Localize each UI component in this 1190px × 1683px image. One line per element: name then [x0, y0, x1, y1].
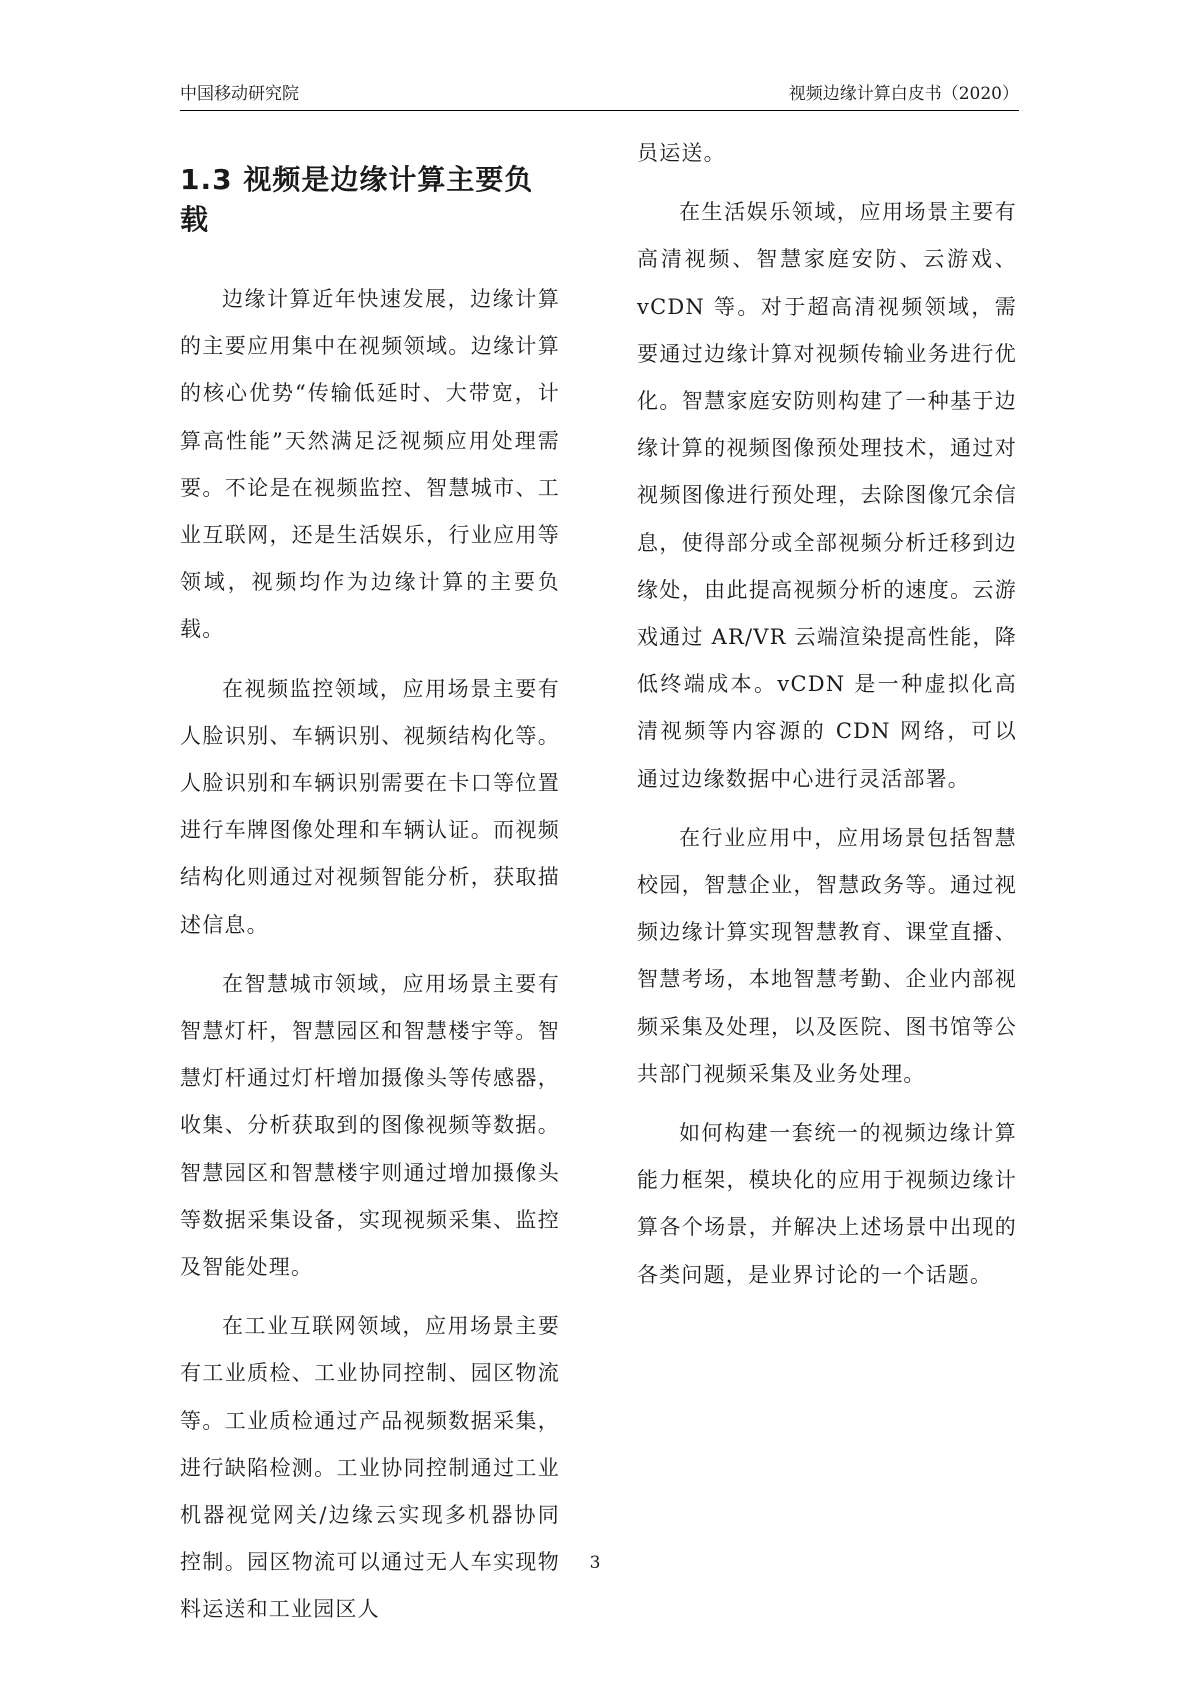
- section-title: 1.3 视频是边缘计算主要负载: [180, 163, 534, 236]
- paragraph: 在生活娱乐领域，应用场景主要有高清视频、智慧家庭安防、云游戏、vCDN 等。对于超高清视频领域，需要通过边缘计算对视频传输业务进行优化。智慧家庭安防则构建了一种基于边缘计算的视频图像预处理技术，通过对视频图像进行预处理，去除图像冗余信息，使得部分或全部视频分析迁移到边缘处，由此提高视频分析的速度。云游戏通过 AR/VR 云端渲染提高性能，降低终端成本。vCDN 是一种虚拟化高清视频等内容源的 CDN 网络，可以通过边缘数据中心进行灵活部署。: [637, 200, 1017, 791]
- paragraph-continuation: 员运送。: [637, 141, 726, 165]
- page-header: [180, 82, 1019, 111]
- paragraph: 在工业互联网领域，应用场景主要有工业质检、工业协同控制、园区物流等。工业质检通过产品视频数据采集，进行缺陷检测。工业协同控制通过工业机器视觉网关/边缘云实现多机器协同控制。园区物流可以通过无人车实现物料运送和工业园区人: [180, 1314, 560, 1622]
- header-organization: 中国移动研究院: [180, 84, 299, 104]
- header-document-title: 视频边缘计算白皮书（2020）: [788, 84, 1019, 104]
- right-column: [637, 140, 1017, 1311]
- paragraph: 边缘计算近年快速发展，边缘计算的主要应用集中在视频领域。边缘计算的核心优势“传输低延时、大带宽，计算高性能”天然满足泛视频应用处理需要。不论是在视频监控、智慧城市、工业互联网，还是生活娱乐，行业应用等领域，视频均作为边缘计算的主要负载。: [180, 287, 560, 642]
- left-column: [180, 140, 560, 1646]
- paragraph: 在行业应用中，应用场景包括智慧校园，智慧企业，智慧政务等。通过视频边缘计算实现智慧教育、课堂直播、智慧考场，本地智慧考勤、企业内部视频采集及处理，以及医院、图书馆等公共部门视频采集及业务处理。: [637, 825, 1017, 1086]
- paragraph: 在视频监控领域，应用场景主要有人脸识别、车辆识别、视频结构化等。人脸识别和车辆识别需要在卡口等位置进行车牌图像处理和车辆认证。而视频结构化则通过对视频智能分析，获取描述信息。: [180, 676, 560, 937]
- page-number: 3: [589, 1553, 601, 1573]
- paragraph: 如何构建一套统一的视频边缘计算能力框架，模块化的应用于视频边缘计算各个场景，并解决上述场景中出现的各类问题，是业界讨论的一个话题。: [637, 1121, 1017, 1287]
- paragraph: 在智慧城市领域，应用场景主要有智慧灯杆，智慧园区和智慧楼宇等。智慧灯杆通过灯杆增加摄像头等传感器，收集、分析获取到的图像视频等数据。智慧园区和智慧楼宇则通过增加摄像头等数据采集设备，实现视频采集、监控及智能处理。: [180, 971, 560, 1280]
